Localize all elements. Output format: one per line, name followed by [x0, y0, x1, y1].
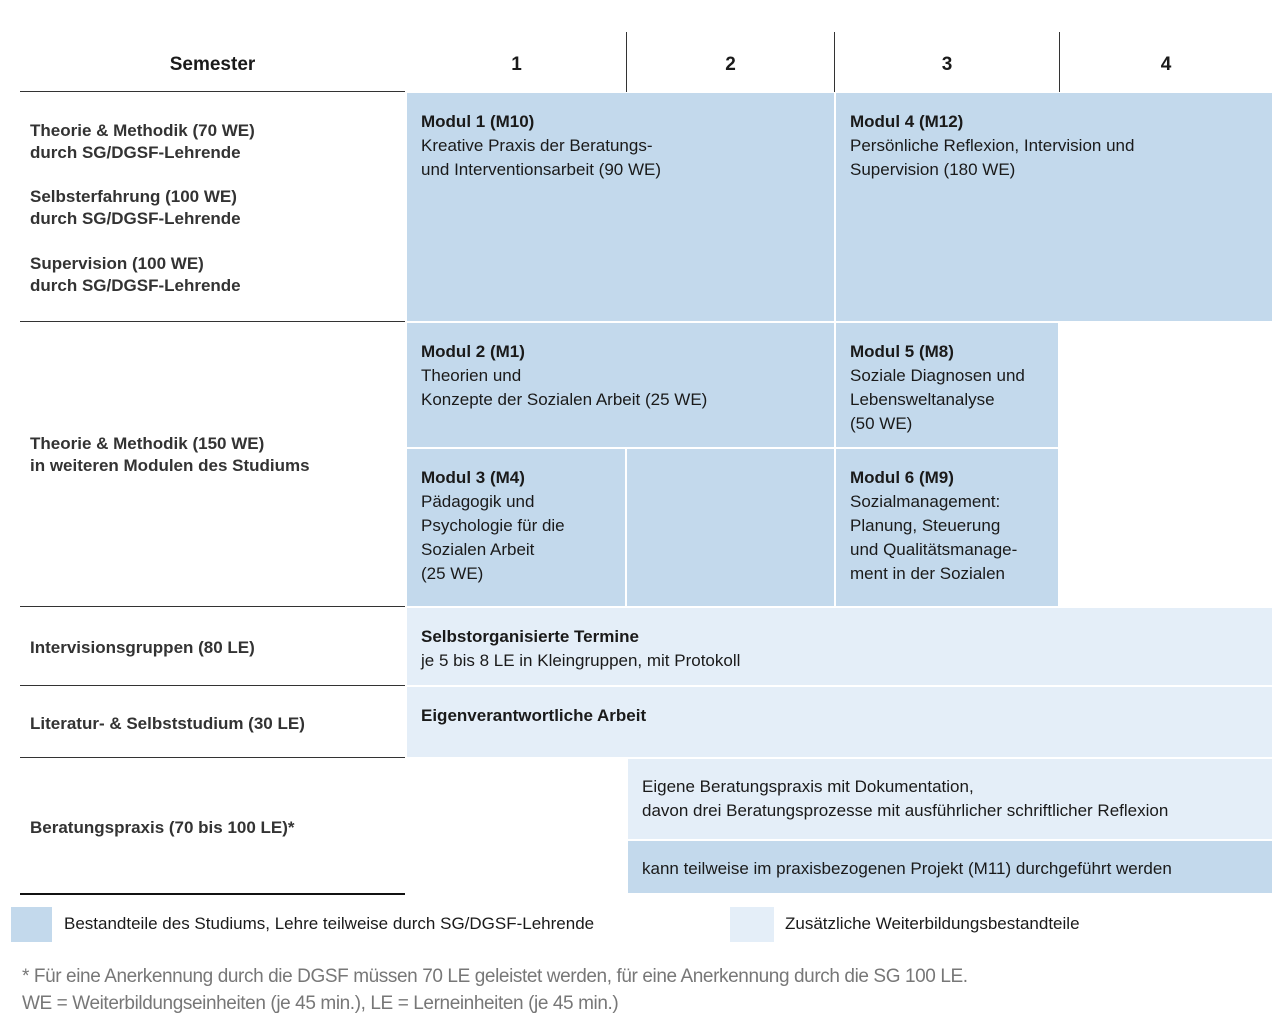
- module-text: Kreative Praxis der Beratungs-: [421, 136, 653, 155]
- cell-title: Selbstorganisierte Termine: [421, 627, 639, 646]
- cell-text: je 5 bis 8 LE in Kleingruppen, mit Protokoll: [421, 651, 741, 670]
- divider: [1059, 32, 1060, 92]
- module-title: Modul 6 (M9): [850, 468, 954, 487]
- legend-dark-label: Bestandteile des Studiums, Lehre teilweise durch SG/DGSF-Lehrende: [64, 914, 595, 933]
- module-text: Planung, Steuerung: [850, 516, 1001, 535]
- semester-1: 1: [511, 54, 522, 75]
- module-title: Modul 2 (M1): [421, 342, 525, 361]
- divider: [20, 685, 405, 686]
- divider: [20, 606, 405, 607]
- module-text: Konzepte der Sozialen Arbeit (25 WE): [421, 390, 708, 409]
- legend-swatch-dark: [11, 907, 52, 942]
- cell-title: Eigenverantwortliche Arbeit: [421, 706, 647, 725]
- module-title: Modul 4 (M12): [850, 112, 964, 131]
- semester-3: 3: [941, 54, 953, 75]
- module-6: [836, 449, 1058, 606]
- divider: [626, 32, 627, 92]
- label-line: durch SG/DGSF-Lehrende: [30, 143, 241, 162]
- module-text: und Interventionsarbeit (90 WE): [421, 160, 662, 179]
- module-3: [407, 449, 625, 606]
- semester-4: 4: [1160, 54, 1172, 75]
- divider: [20, 757, 405, 758]
- cell-text: davon drei Beratungsprozesse mit ausführlicher schriftlicher Reflexion: [642, 801, 1169, 820]
- row-label-theory-2: [30, 433, 310, 477]
- row-label-theory-1: [30, 120, 255, 297]
- row-label-literatur: Literatur- & Selbststudium (30 LE): [30, 714, 305, 733]
- module-text: Soziale Diagnosen und: [850, 366, 1025, 385]
- module-title: Modul 3 (M4): [421, 468, 525, 487]
- module-text: und Qualitätsmanage-: [850, 540, 1018, 559]
- row-label-beratung: Beratungspraxis (70 bis 100 LE)*: [30, 818, 295, 837]
- label-line: Theorie & Methodik (70 WE): [30, 121, 255, 140]
- module-text: Persönliche Reflexion, Intervision und: [850, 136, 1135, 155]
- label-line: Theorie & Methodik (150 WE): [30, 434, 265, 453]
- module-text: ment in der Sozialen: [850, 564, 1005, 583]
- label-line: Selbsterfahrung (100 WE): [30, 187, 237, 206]
- module-text: Sozialmanagement:: [850, 492, 1001, 511]
- semester-2: 2: [725, 54, 736, 75]
- divider: [20, 321, 405, 322]
- module-text: Lebensweltanalyse: [850, 390, 995, 409]
- module-text: (25 WE): [421, 564, 484, 583]
- row-label-intervision: Intervisionsgruppen (80 LE): [30, 638, 255, 657]
- intervision-cell: [407, 608, 1272, 685]
- module-1: [407, 93, 834, 321]
- label-line: Supervision (100 WE): [30, 254, 204, 273]
- divider: [834, 32, 835, 92]
- module-text: Supervision (180 WE): [850, 160, 1016, 179]
- cell-text: Eigene Beratungspraxis mit Dokumentation,: [642, 777, 974, 796]
- module-5: [836, 323, 1058, 447]
- footnote: WE = Weiterbildungseinheiten (je 45 min.), LE = Lerneinheiten (je 45 min.): [22, 993, 619, 1014]
- divider: [20, 91, 405, 92]
- module-4: [836, 93, 1272, 321]
- legend-swatch-light: [730, 907, 774, 942]
- module-text: Pädagogik und: [421, 492, 535, 511]
- module-text: Theorien und: [421, 366, 522, 385]
- divider: [20, 893, 405, 895]
- empty-module-cell: [627, 449, 834, 606]
- module-text: Psychologie für die: [421, 516, 565, 535]
- module-title: Modul 1 (M10): [421, 112, 535, 131]
- module-title: Modul 5 (M8): [850, 342, 954, 361]
- module-text: Sozialen Arbeit: [421, 540, 535, 559]
- label-line: durch SG/DGSF-Lehrende: [30, 276, 241, 295]
- module-2: [407, 323, 834, 447]
- beratung-cell: [628, 759, 1272, 839]
- label-line: in weiteren Modulen des Studiums: [30, 456, 310, 475]
- beratung-note-cell: kann teilweise im praxisbezogenen Projekt (M11) durchgeführt werden: [628, 841, 1272, 893]
- footnote: * Für eine Anerkennung durch die DGSF müssen 70 LE geleistet werden, für eine Anerkennung durch die SG 100 LE.: [22, 966, 968, 987]
- legend-light-label: Zusätzliche Weiterbildungsbestandteile: [785, 914, 1080, 933]
- semester-header: Semester: [169, 54, 256, 75]
- module-text: (50 WE): [850, 414, 913, 433]
- label-line: durch SG/DGSF-Lehrende: [30, 209, 241, 228]
- literatur-cell: [407, 687, 1272, 757]
